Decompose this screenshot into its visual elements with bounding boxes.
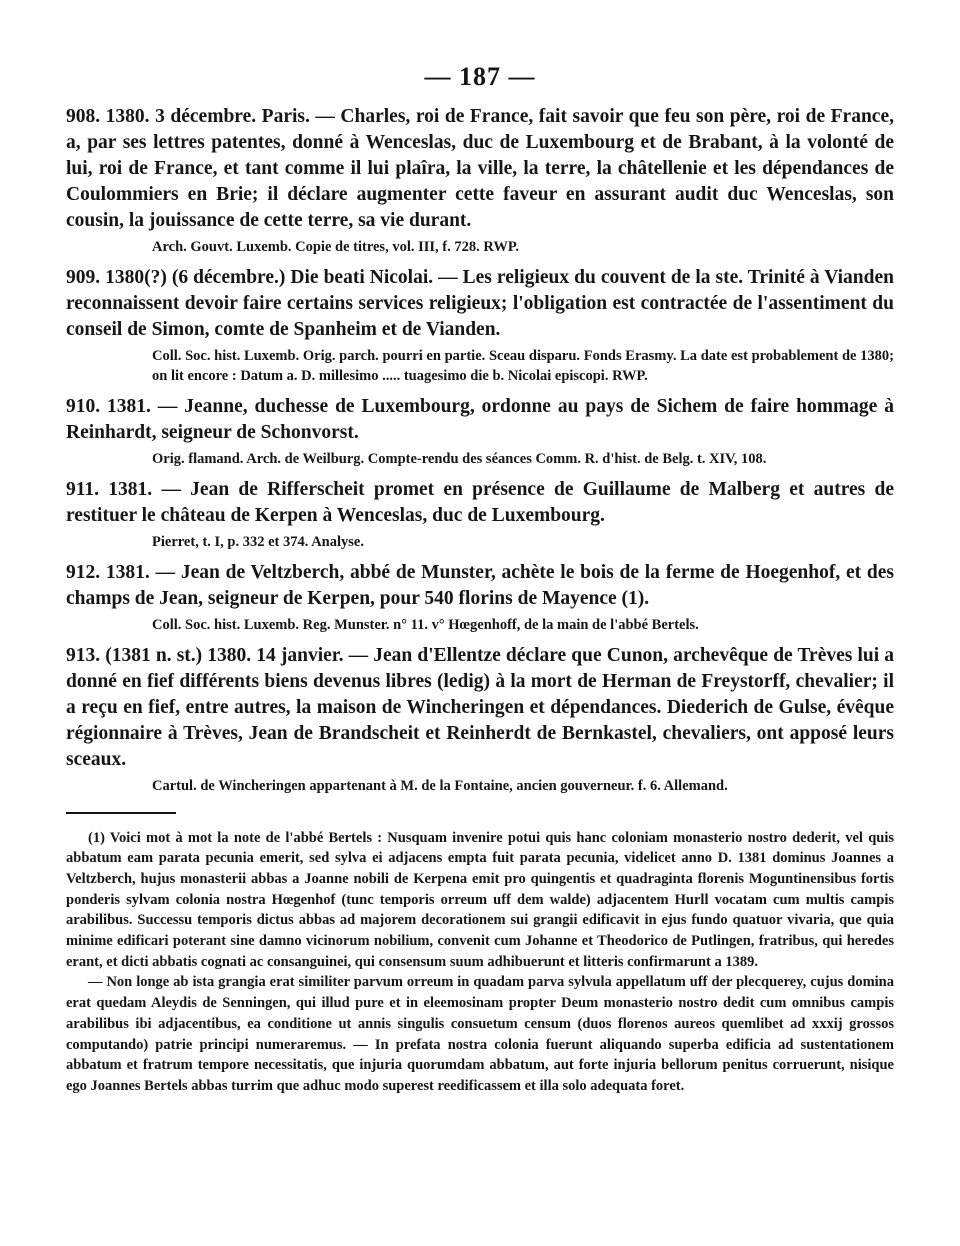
entry-911 — [66, 477, 894, 552]
footnote-divider — [66, 812, 176, 814]
entry-body: 3 décembre. Paris. — Charles, roi de France, fait savoir que feu son père, roi de France, a, par ses lettres patentes, donné à Wenceslas, duc de Luxembourg et de Brabant, à la volonté de lui, roi de France, et tant comme il lui plaîra, la ville, la terre, la châtellenie et les dépendances de Coulommiers en Brie; il déclare augmenter cette faveur en assurant audit duc Wenceslas, son cousin, la jouissance de cette terre, sa vie durant. — [66, 106, 894, 231]
footnote-paragraph: (1) Voici mot à mot la note de l'abbé Bertels : Nusquam invenire potui quis hanc coloniam monasterio nostro dederit, vel quis abbatum eam parata pecunia emerit, sed sylva ei adjacens empta fuit parata pecunia, videlicet anno D. 1381 dominus Joannes a Veltzberch, hujus monasterii abbas a Joanne nobili de Kerpena emit pro quingentis et quadraginta florenis Moguntinensibus fortis ponderis sylvam colonia nostra Hœgenhof (tunc temporis orreum uff dem walde) adjacentem Hurll vocatam cum multis campis arabilibus. Successu temporis dictus abbas ad majorem decorationem sui grangii edificavit in ejus fundo quatuor vivaria, que quia minime edificari poterant sine damno vicinorum nobilium, convenit cum Johanne et Theodorico de Putlingen, fratribus, qui heredes erant, et dicti abbatis cognati ac consanguinei, qui consensum suum adhibuerunt et litteris confirmarunt a 1389. — [66, 829, 894, 970]
entry-number-date: 909. 1380(?) — [66, 267, 167, 288]
entry-body: (6 décembre.) Die beati Nicolai. — Les religieux du couvent de la ste. Trinité à Vianden reconnaissent devoir faire certains services religieux; l'obligation est contractée de l'assentiment du conseil de Simon, comte de Spanheim et de Vianden. — [66, 267, 894, 340]
entry-source: Coll. Soc. hist. Luxemb. Reg. Munster. n° 11. v° Hœgenhoff, de la main de l'abbé Bertels. — [152, 617, 699, 633]
entry-text — [66, 265, 894, 343]
entry-913 — [66, 643, 894, 796]
entry-number-date: 911. 1381. — [66, 479, 153, 500]
entry-body: — Jeanne, duchesse de Luxembourg, ordonne au pays de Sichem de faire hommage à Reinhardt, seigneur de Schonvorst. — [66, 396, 894, 443]
entry-body: — Jean de Rifferscheit promet en présence de Guillaume de Malberg et autres de restituer le château de Kerpen à Wenceslas, duc de Luxembourg. — [66, 479, 894, 526]
entry-908 — [66, 104, 894, 257]
entry-text — [66, 477, 894, 529]
entry-source: Arch. Gouvt. Luxemb. Copie de titres, vol. III, f. 728. RWP. — [152, 239, 519, 255]
entry-text — [66, 643, 894, 773]
entry-909 — [66, 265, 894, 386]
entry-number-date: 912. 1381. — [66, 562, 150, 583]
entry-number-date: 910. 1381. — [66, 396, 151, 417]
footnote-paragraph: — Non longe ab ista grangia erat similiter parvum orreum in quadam parva sylvula appellatum uff der plecquerey, cujus domina erat quedam Aleydis de Senningen, qui illud pure et in eleemosinam propter Deum monasterio nostro dedit cum omnibus campis arabilibus ibi adjacentibus, ea conditione ut annis singulis consuetum censum (duos florenos aureos quemlibet ad xxxij grossos computando) patrie principi numeraremus. — In prefata nostra colonia fuerunt aliquando superba edificia ad sustentationem abbatum et fratrum tempore necessitatis, que injuria quorumdam abbatum, aut forte injuria bellorum penitus corruerunt, nisique ego Joannes Bertels abbas turrim que adhuc modo superest reedificassem et illa solo adequata foret. — [66, 974, 894, 1094]
entry-source: Orig. flamand. Arch. de Weilburg. Compte-rendu des séances Comm. R. d'hist. de Belg. t. XIV, 108. — [152, 451, 767, 467]
page-number: — 187 — — [424, 62, 536, 91]
entry-number-date: 908. 1380. — [66, 106, 150, 127]
entry-body: 14 janvier. — Jean d'Ellentze déclare que Cunon, archevêque de Trèves lui a donné en fief différents biens devenus libres (ledig) à la mort de Herman de Freystorff, chevalier; il a reçu en fief, entre autres, la maison de Wincheringen et dépendances. Diederich de Gulse, évêque régionnaire à Trèves, Jean de Brandscheit et Reinherdt de Bernkastel, chevaliers, ont apposé leurs sceaux. — [66, 645, 895, 770]
entry-910 — [66, 394, 894, 469]
entry-912 — [66, 560, 894, 635]
entry-source: Cartul. de Wincheringen appartenant à M. de la Fontaine, ancien gouverneur. f. 6. Allemand. — [152, 778, 728, 794]
entry-number-date: 913. (1381 n. st.) 1380. — [66, 645, 252, 666]
document-page — [66, 62, 894, 1097]
entry-source: Pierret, t. I, p. 332 et 374. Analyse. — [152, 534, 364, 550]
entry-text — [66, 104, 894, 234]
entry-source: Coll. Soc. hist. Luxemb. Orig. parch. pourri en partie. Sceau disparu. Fonds Erasmy. La date est probablement de 1380; on lit encore : Datum a. D. millesimo ..... tuagesimo die b. Nicolai episcopi. RWP. — [152, 348, 894, 384]
entry-body: — Jean de Veltzberch, abbé de Munster, achète le bois de la ferme de Hoegenhof, et des champs de Jean, seigneur de Kerpen, pour 540 florins de Mayence (1). — [66, 562, 895, 609]
entry-text — [66, 394, 894, 446]
entry-text — [66, 560, 894, 612]
